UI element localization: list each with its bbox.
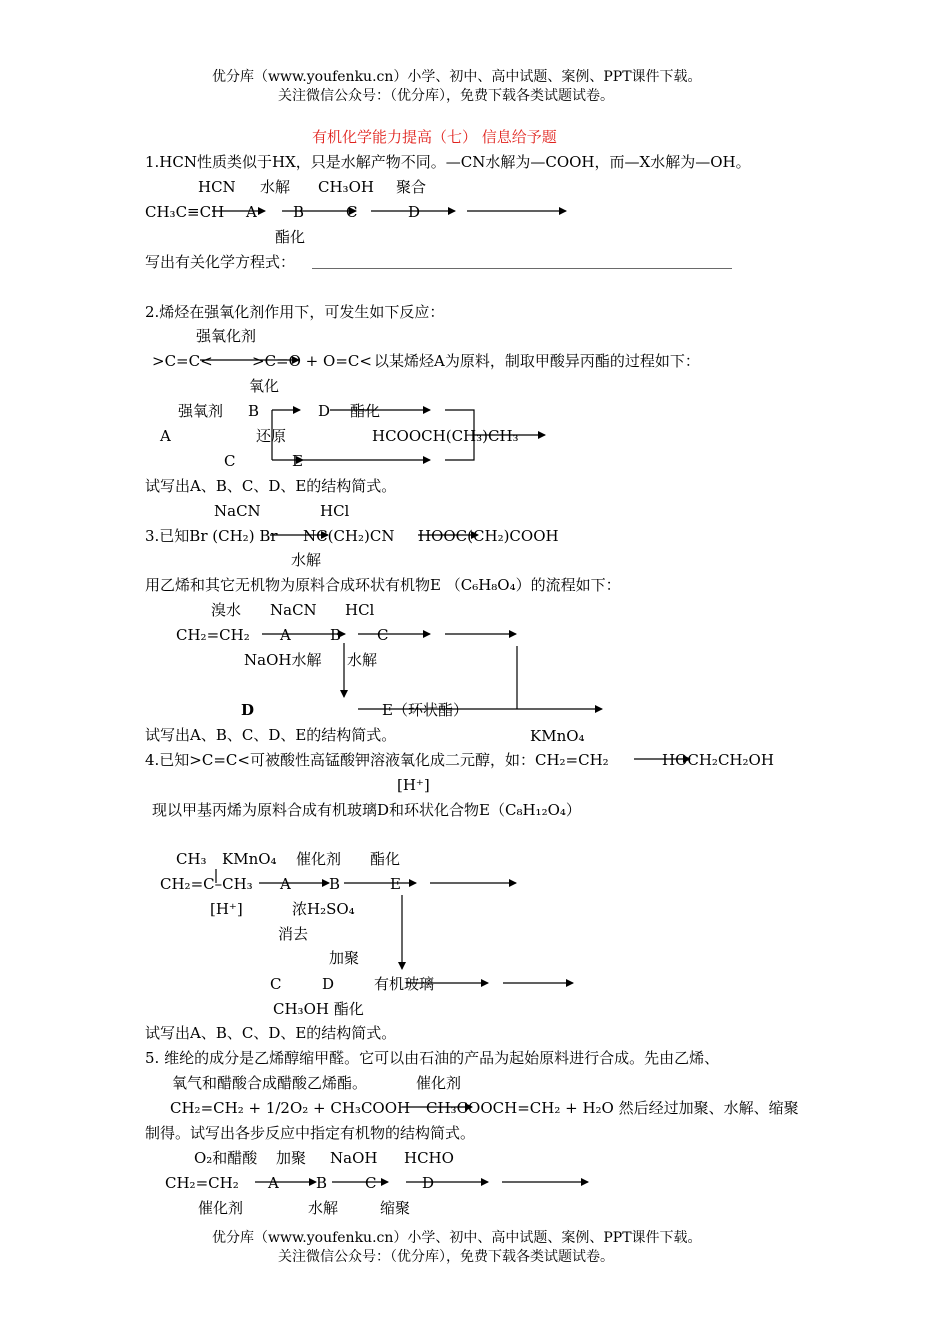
q4-elim: 消去 — [278, 925, 309, 943]
q3-hydro: 水解 — [347, 651, 378, 669]
q3-start: CH₂=CH₂ — [176, 626, 250, 644]
q2-strong: 强氧剂 — [178, 402, 224, 420]
q5-eq-right: CH₃COOCH=CH₂ + H₂O 然后经过加聚、水解、缩聚 — [426, 1099, 799, 1117]
q2-prompt: 试写出A、B、C、D、E的结构简式。 — [145, 477, 397, 495]
q2-reduce: 还原 — [256, 427, 287, 445]
q4-poly: 加聚 — [329, 949, 360, 967]
q4-start: CH₂=C–CH₃ — [160, 875, 253, 893]
footer-line-2: 关注微信公众号：（优分库），免费下载各类试题试卷。 — [278, 1249, 614, 1265]
q5-b1: 催化剂 — [198, 1199, 244, 1217]
q5-b: B — [316, 1174, 328, 1192]
q3-c: C — [377, 626, 389, 644]
q1-below: 酯化 — [275, 228, 306, 246]
q4-h2: [H⁺] — [210, 900, 243, 918]
q3-naoh: NaOH水解 — [244, 651, 322, 669]
q4-methanol: CH₃OH 酯化 — [273, 1000, 364, 1018]
q2-b: B — [248, 402, 260, 420]
q5-a: A — [268, 1174, 279, 1192]
q2-reagent: 强氧化剂 — [196, 327, 257, 345]
q4-ch3: CH₃ — [176, 850, 207, 868]
header-line-2: 关注微信公众号：（优分库），免费下载各类试题试卷。 — [278, 88, 614, 104]
q4-b: B — [329, 875, 341, 893]
q3-mid: NC(CH₂)CN — [303, 527, 395, 545]
q5-c: C — [365, 1174, 377, 1192]
q5-r2: 加聚 — [276, 1149, 307, 1167]
q5-d: D — [422, 1174, 435, 1192]
q4-kmno4: KMnO₄ — [222, 850, 277, 868]
q3-d: D — [241, 701, 255, 719]
q1-start: CH₃C≡CH — [145, 203, 225, 221]
q3-context: 用乙烯和其它无机物为原料合成环状有机物E （C₆H₈O₄）的流程如下： — [145, 576, 621, 594]
q2-d: D — [318, 402, 331, 420]
q5-start: CH₂=CH₂ — [165, 1174, 239, 1192]
q3-r2: NaCN — [270, 601, 317, 619]
q3-below: 水解 — [291, 551, 322, 569]
q5-r3: NaOH — [330, 1149, 378, 1167]
q3-end: HOOC(CH₂)COOH — [418, 527, 559, 545]
q2-esterify: 酯化 — [350, 402, 381, 420]
q5-line-3: 制得。试写出各步反应中指定有机物的结构简式。 — [145, 1124, 476, 1142]
q2-oxidize: 氧化 — [249, 377, 280, 395]
q5-line-2: 氧气和醋酸合成醋酸乙烯酯。 — [172, 1074, 368, 1092]
q4-h2so4: 浓H₂SO₄ — [292, 900, 355, 918]
q4-c: C — [270, 975, 282, 993]
q1-node-d: D — [408, 203, 421, 221]
q3-b: B — [330, 626, 342, 644]
q2-e: E — [292, 452, 303, 470]
q5-r1: O₂和醋酸 — [194, 1149, 258, 1167]
q1-reagent-4: 聚合 — [396, 178, 427, 196]
q5-line-1: 5. 维纶的成分是乙烯醇缩甲醛。它可以由石油的产品为起始原料进行合成。先由乙烯、 — [145, 1049, 720, 1067]
q2-right: >C=O + O=C< — [252, 352, 372, 370]
q1-node-b: B — [293, 203, 305, 221]
q4-prompt: 试写出A、B、C、D、E的结构简式。 — [145, 1024, 397, 1042]
q2-context: 以某烯烃A为原料，制取甲酸异丙酯的过程如下： — [374, 352, 700, 370]
q5-b3: 缩聚 — [380, 1199, 411, 1217]
q3-r1: 溴水 — [211, 601, 242, 619]
q1-node-c: C — [346, 203, 358, 221]
q1-intro: 1.HCN性质类似于HX，只是水解产物不同。—CN水解为—COOH，而—X水解为—OH。 — [145, 153, 751, 171]
q4-context: 现以甲基丙烯为原料合成有机玻璃D和环状化合物E（C₈H₁₂O₄） — [152, 801, 581, 819]
header-line-1: 优分库（www.youfenku.cn）小学、初中、高中试题、案例、PPT课件下载。 — [212, 69, 702, 85]
q4-product: HOCH₂CH₂OH — [662, 751, 774, 769]
q3-a: A — [280, 626, 291, 644]
q5-eq-left: CH₂=CH₂ + 1/2O₂ + CH₃COOH — [170, 1099, 411, 1117]
q2-c: C — [224, 452, 236, 470]
q1-reagent-3: CH₃OH — [318, 178, 374, 196]
q3-prompt: 试写出A、B、C、D、E的结构简式。 — [145, 726, 397, 744]
q4-cat: 催化剂 — [296, 850, 342, 868]
q1-reagent-2: 水解 — [260, 178, 291, 196]
q4-e: E — [390, 875, 401, 893]
q4-h: [H⁺] — [397, 776, 430, 794]
q4-d: D — [322, 975, 335, 993]
q1-prompt: 写出有关化学方程式： — [145, 253, 296, 271]
q2-left: >C=C< — [152, 352, 213, 370]
q3-intro: 3.已知Br (CH₂) Br — [145, 527, 278, 545]
q1-answer-blank: ________________________________________________________ — [312, 251, 732, 269]
q3-r3: HCl — [345, 601, 375, 619]
q2-a: A — [160, 427, 171, 445]
q1-reagent-1: HCN — [198, 178, 236, 196]
footer-line-1: 优分库（www.youfenku.cn）小学、初中、高中试题、案例、PPT课件下载。 — [212, 1230, 702, 1246]
q3-reagent-1: NaCN — [214, 502, 261, 520]
q4-a: A — [280, 875, 291, 893]
q2-product: HCOOCH(CH₃)CH₃ — [372, 427, 519, 445]
q4-intro: 4.已知>C=C<可被酸性高锰酸钾溶液氧化成二元醇，如：CH₂=CH₂ — [145, 751, 609, 769]
q5-r4: HCHO — [404, 1149, 454, 1167]
q3-kmno4: KMnO₄ — [530, 727, 585, 745]
q3-e: E（环状酯） — [382, 701, 468, 719]
q4-glass: 有机玻璃 — [374, 975, 435, 993]
q5-b2: 水解 — [308, 1199, 339, 1217]
q2-intro: 2.烯烃在强氧化剂作用下，可发生如下反应： — [145, 303, 445, 321]
q5-cat: 催化剂 — [416, 1074, 462, 1092]
q3-reagent-2: HCl — [320, 502, 350, 520]
page-title: 有机化学能力提高（七） 信息给予题 — [312, 128, 557, 146]
q4-ester: 酯化 — [370, 850, 401, 868]
q1-node-a: A — [246, 203, 257, 221]
